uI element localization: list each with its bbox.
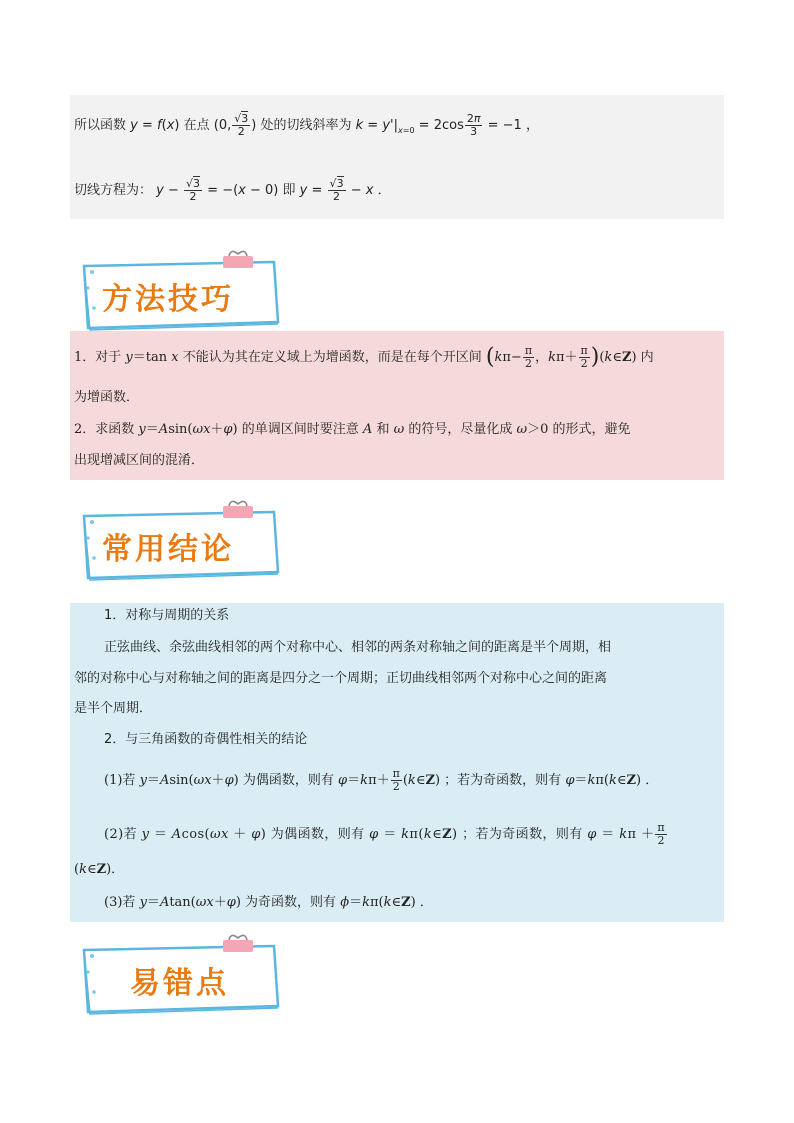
formula-point: (0, $\frac{√3}{2}$ ) [213, 112, 257, 138]
conclusion-item-2 [104, 822, 668, 847]
conclusion-item-1 [104, 768, 658, 793]
method-2-text-c: 和 [376, 422, 390, 437]
formula-phi-odd: φ＝kπ(k∈Z) [565, 773, 642, 788]
formula-result: y = $\frac{√3}{2}$ − x [299, 177, 374, 203]
formula-tan: y＝tan x [125, 350, 179, 365]
method-2-text-b: 的单调区间时要注意 [241, 422, 359, 437]
conclusion-item-2-cont [74, 860, 124, 880]
method-1-text-a: 1．对于 [74, 350, 122, 365]
formula-acos-even: y ＝ Acos(ωx ＋ φ) [141, 827, 267, 842]
slope-text-4: ， [525, 118, 539, 133]
conclusion-para-1: 正弦曲线、余弦曲线相邻的两个对称中心、相邻的两条对称轴之间的距离是半个周期，相 [104, 640, 612, 655]
slope-line [74, 113, 539, 141]
item-1-text-b: 为偶函数，则有 [242, 773, 334, 788]
symbol-a: A [362, 422, 373, 437]
formula-asin: y＝Asin(ωx＋φ) [138, 422, 238, 437]
errors-banner [78, 942, 283, 1016]
tangent-text-3: ． [377, 183, 391, 198]
binder-clip-icon [221, 934, 255, 956]
method-2-text-a: 2．求函数 [74, 422, 135, 437]
method-2-text-e: 的形式，避免 [552, 422, 631, 437]
formula-k-in-z: (k∈Z) [74, 862, 112, 877]
item-1-text-a: (1)若 [104, 773, 136, 788]
formula-phi-kpi: φ ＝ kπ(k∈Z) [369, 827, 458, 842]
method-1-cont: 为增函数． [74, 390, 140, 405]
binder-clip-icon [221, 500, 255, 522]
tangent-line [74, 178, 391, 203]
method-1-text-c: 内 [640, 350, 654, 365]
conclusion-heading-1: 1．对称与周期的关系 [104, 608, 230, 623]
tangent-text-1: 切线方程为： [74, 183, 153, 198]
conclusion-item-3 [104, 893, 433, 913]
formula-phi-tan: ϕ＝kπ(k∈Z) [340, 895, 416, 910]
slope-text-2: 在点 [183, 118, 210, 133]
item-2-text-a: (2)若 [104, 827, 138, 842]
item-3-text-c: ． [419, 895, 433, 910]
conclusions-banner [78, 508, 283, 582]
method-2-line [74, 420, 631, 440]
binder-clip-icon [221, 250, 255, 272]
formula-phi-even: φ＝kπ＋ $\frac{\pi}{2}$ (k∈Z) [338, 767, 441, 793]
banner-title: 易错点 [130, 966, 229, 1001]
formula-tangent: y − $\frac{√3}{2}$ = −(x − 0) [156, 177, 279, 203]
conclusion-para-3: 是半个周期． [74, 701, 153, 716]
conclusion-heading-2: 2．与三角函数的奇偶性相关的结论 [104, 732, 308, 747]
banner-title: 常用结论 [102, 532, 234, 567]
formula-atan: y＝Atan(ωx＋φ) [139, 895, 241, 910]
formula-interval: (kπ− $\frac{\pi}{2}$ ，kπ＋ $\frac{\pi}{2}$ )(k∈Z) [485, 344, 637, 370]
tangent-text-2: 即 [282, 183, 296, 198]
method-1-text-b: 不能认为其在定义域上为增函数，而是在每个开区间 [182, 350, 482, 365]
slope-text-3: 处的切线斜率为 [260, 118, 352, 133]
conclusion-para-2: 邻的对称中心与对称轴之间的距离是四分之一个周期；正切曲线相邻两个对称中心之间的距离 [74, 671, 608, 686]
slope-text-1: 所以函数 [74, 118, 127, 133]
methods-banner [78, 258, 283, 332]
item-3-text-a: (3)若 [104, 895, 136, 910]
formula-phi-kpi-half: φ ＝ kπ ＋ $\frac{\pi}{2}$ [587, 821, 666, 847]
item-3-text-b: 为奇函数，则有 [245, 895, 337, 910]
item-2-text-b: 为偶函数，则有 [270, 827, 365, 842]
formula-slope: $k = y'|_{x=0} = 2\cos$ $\frac{2\pi}{3}$ = −1 [355, 112, 522, 138]
formula-omega-positive: ω＞0 [516, 422, 549, 437]
method-1-line [74, 345, 654, 370]
item-2-text-c: ；若为奇函数，则有 [462, 827, 583, 842]
item-1-text-c: ；若为奇函数，则有 [444, 773, 562, 788]
formula-function: y = f(x) [130, 118, 180, 133]
method-2-text-d: 的符号，尽量化成 [408, 422, 513, 437]
item-2-text-d: ． [111, 862, 125, 877]
formula-asin-even: y＝Asin(ωx＋φ) [139, 773, 239, 788]
item-1-text-d: ． [645, 773, 659, 788]
symbol-omega: ω [393, 422, 405, 437]
banner-title: 方法技巧 [102, 282, 234, 317]
method-2-cont: 出现增减区间的混淆． [74, 453, 205, 468]
